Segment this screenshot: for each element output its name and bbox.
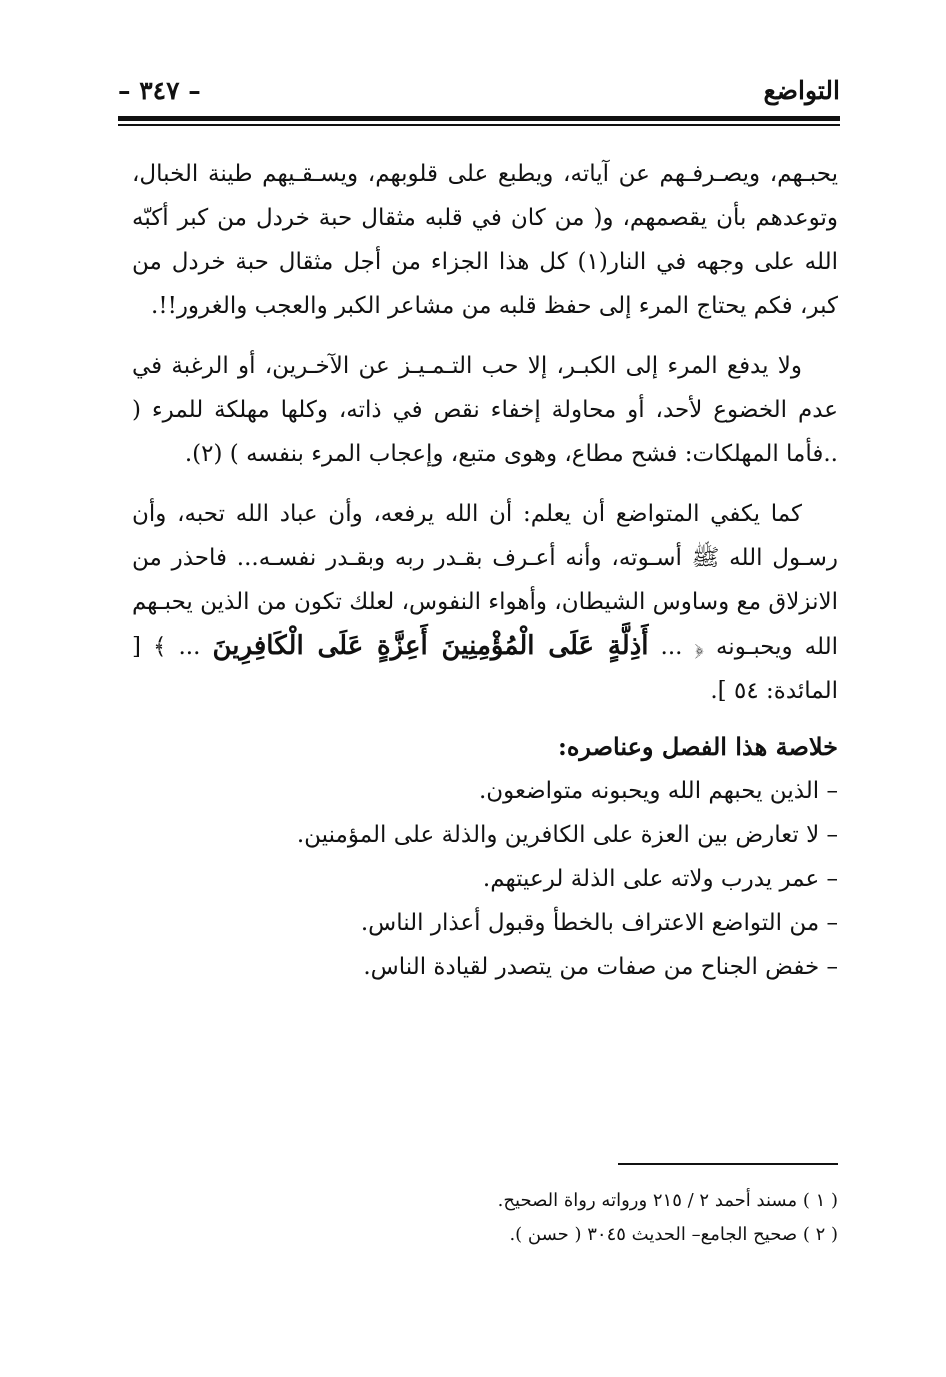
summary-list [132, 769, 838, 989]
running-header [118, 68, 840, 112]
chapter-title: التواضع [763, 76, 840, 105]
paragraph-3 [132, 492, 838, 713]
summary-item: – لا تعارض بين العزة على الكافرين والذلة على المؤمنين. [296, 822, 838, 848]
footnote-2: ( ٢ ) صحيح الجامع– الحديث ٣٠٤٥ ( حسن ). [509, 1224, 838, 1245]
header-rule-thin [118, 124, 840, 126]
paragraph-3-citation: ... ﴾ [ المائدة: ٥٤ ]. [132, 634, 838, 704]
paragraph-2: ولا يدفع المرء إلى الكبـر، إلا حب التـمـيـز عن الآخـرين، أو الرغبة في عدم الخضوع لأحد، أو محاولة إخفاء نقص في ذاته، وكلها مهلكة للمرء ( ..فأما المهلكات: فشح مطاع، وهوى متبع، وإعجاب المرء بنفسه ) (٢). [132, 353, 838, 467]
footnotes [132, 1184, 838, 1252]
footnote-1: ( ١ ) مسند أحمد ٢ / ٢١٥ ورواته رواة الصحيح. [497, 1190, 838, 1211]
summary-item: – الذين يحبهم الله ويحبونه متواضعون. [478, 778, 838, 804]
page-number: – ٣٤٧ – [118, 76, 201, 105]
paragraph-3-text: كما يكفي المتواضع أن يعلم: أن الله يرفعه، وأن عباد الله تحبه، وأن رسـول الله ﷺ أسـوته، وأنه أعـرف بقـدر ربه وبقـدر نفسـه... فاحذر من الانزلاق مع وساوس الشيطان، وأهواء النفوس، لعلك تكون من الذين يحبـهم الله ويحبـونه ﴿ ... [132, 501, 838, 660]
quran-verse: أَذِلَّةٍ عَلَى الْمُؤْمِنِينَ أَعِزَّةٍ عَلَى الْكَافِرِينَ [212, 631, 649, 661]
body-text [132, 152, 838, 989]
footnote-separator [618, 1163, 838, 1165]
summary-item: – عمر يدرب ولاته على الذلة لرعيتهم. [482, 866, 838, 892]
summary-item: – خفض الجناح من صفات من يتصدر لقيادة الناس. [363, 954, 838, 980]
paragraph-1: يحبـهم، ويصـرفـهم عن آياته، ويطبع على قلوبهم، ويسـقـيهم طينة الخبال، وتوعدهم بأن يقصمهم، و( من كان في قلبه مثقال حبة خردل من كبر أكبّه الله على وجهه في النار(١) كل هذا الجزاء من أجل مثقال حبة خردل من كبر، فكم يحتاج المرء إلى حفظ قلبه من مشاعر الكبر والعجب والغرور!!. [132, 161, 838, 319]
header-rule-thick [118, 116, 840, 121]
summary-item: – من التواضع الاعتراف بالخطأ وقبول أعذار الناس. [360, 910, 838, 936]
summary-heading: خلاصة هذا الفصل وعناصره: [557, 732, 838, 761]
